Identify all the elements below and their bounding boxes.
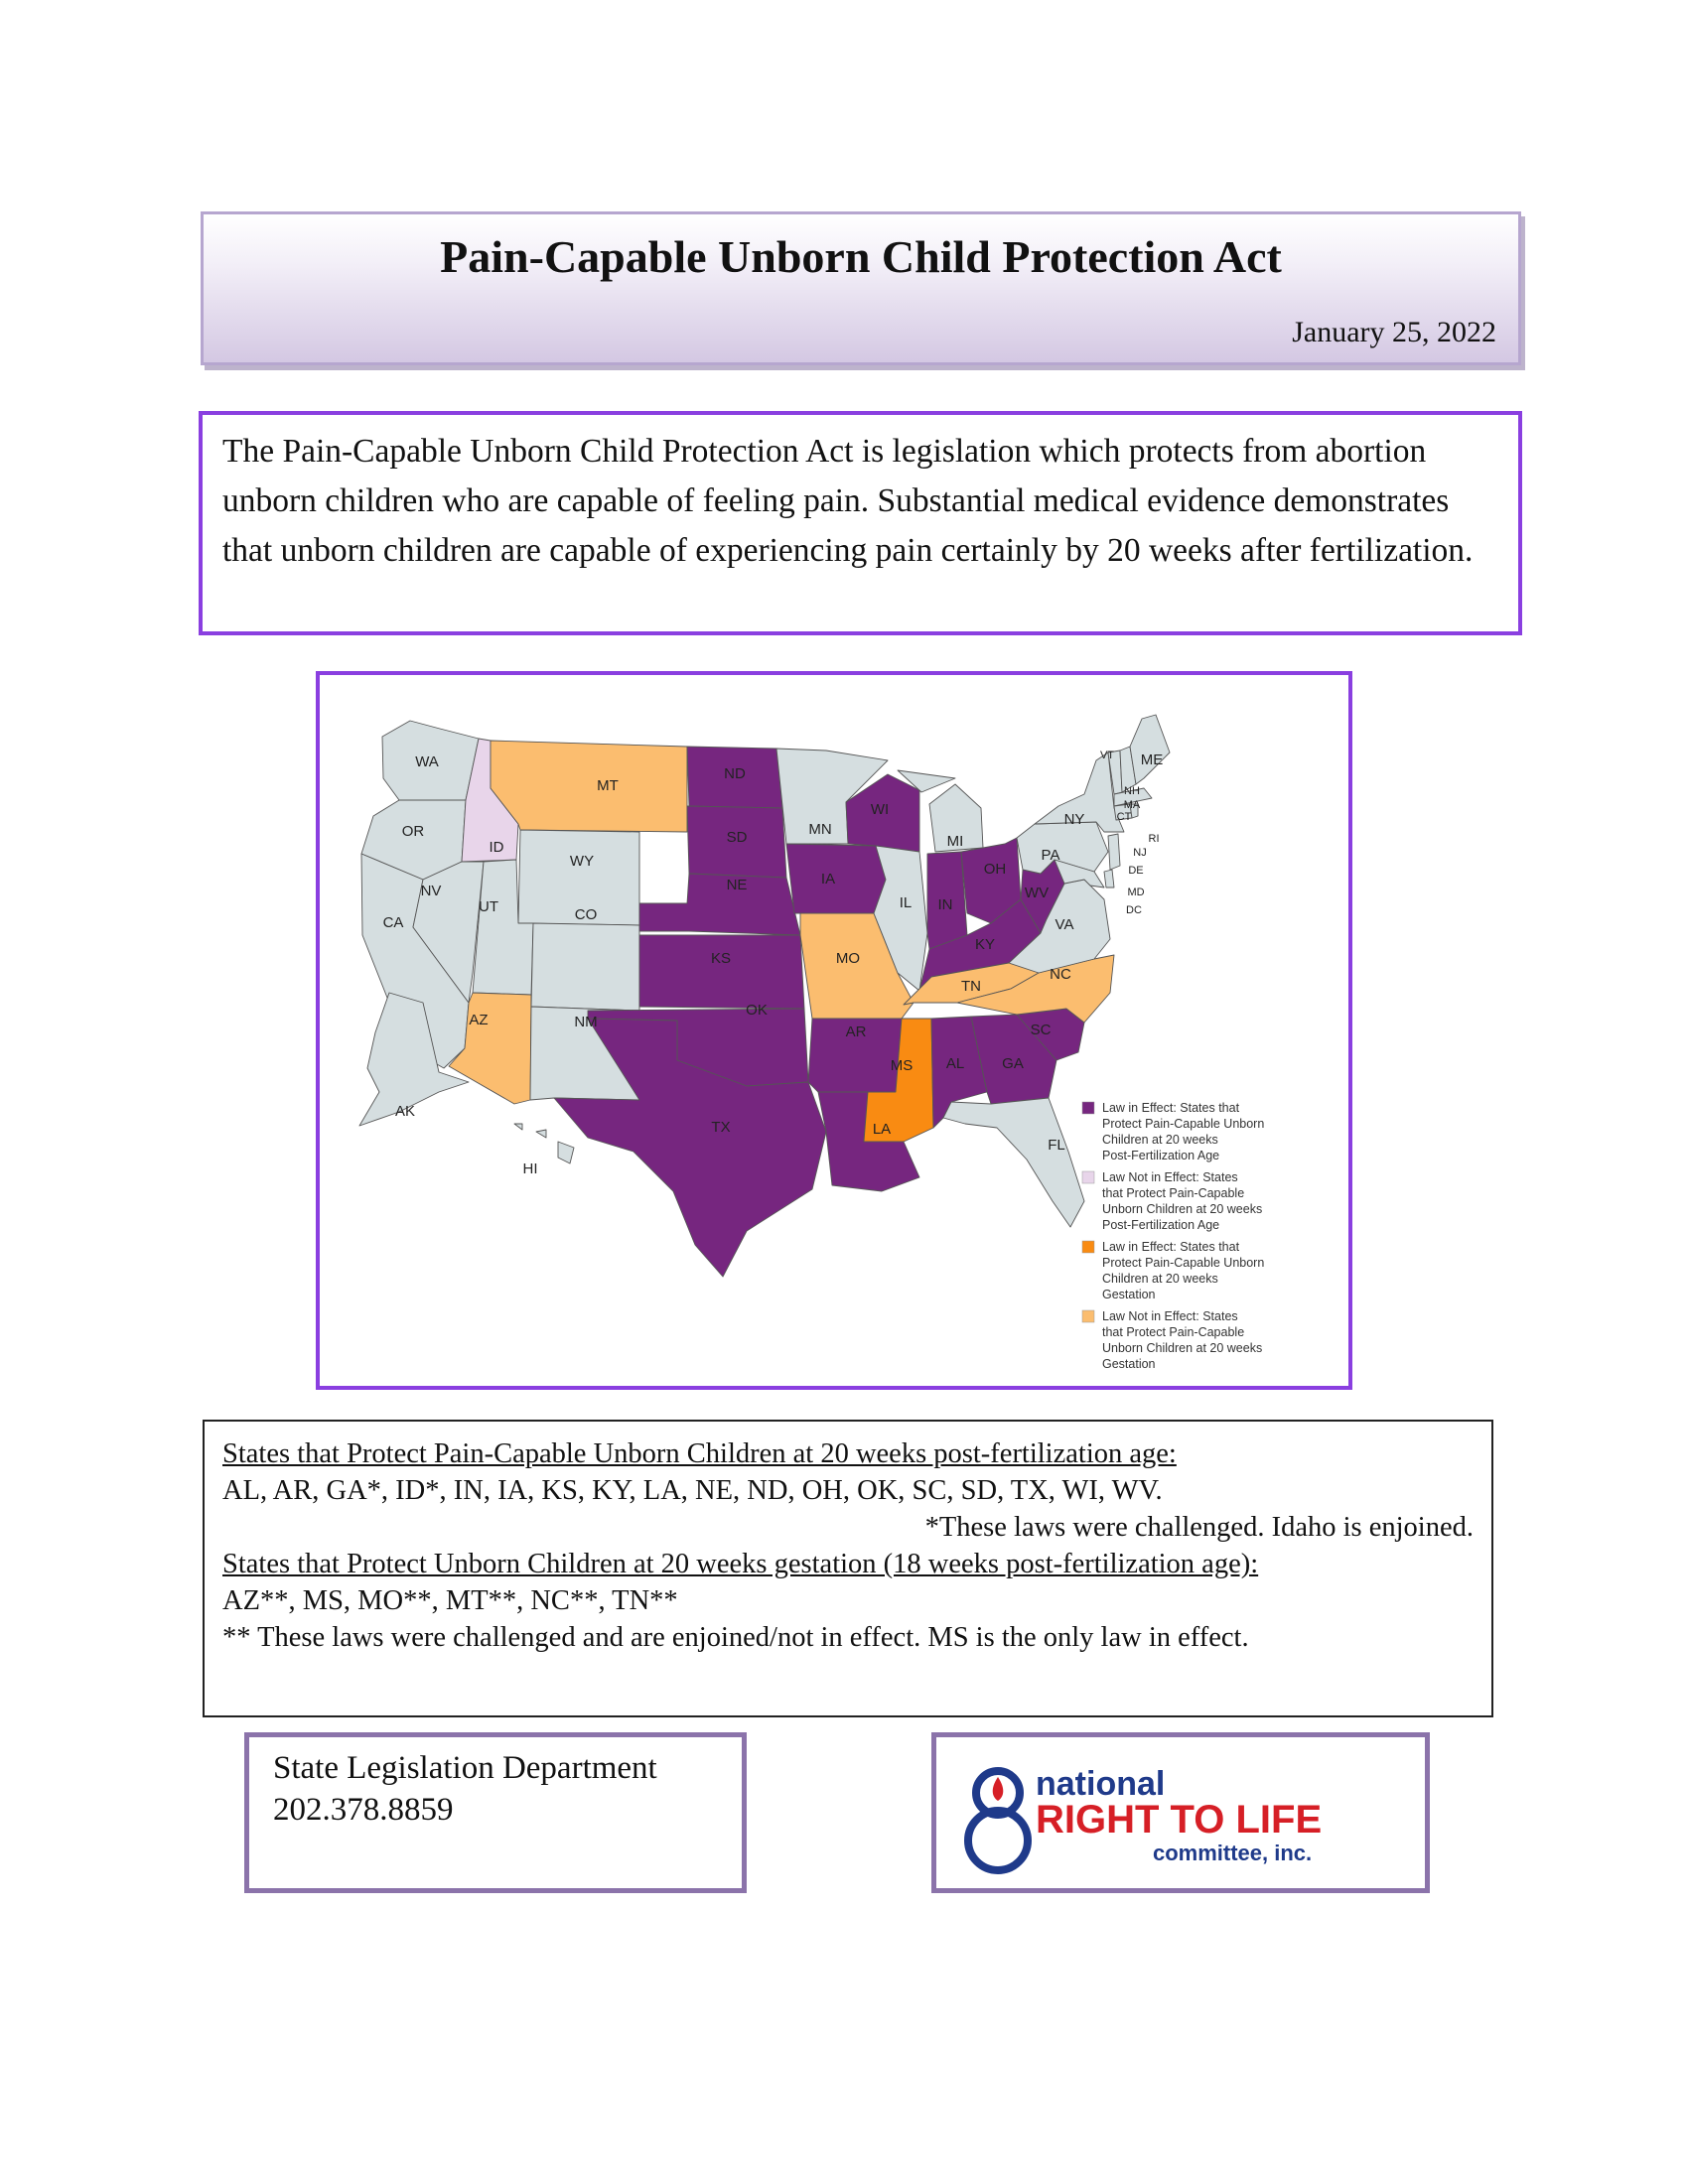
state-label-ks: KS — [710, 950, 732, 967]
state-label-nm: NM — [574, 1014, 598, 1030]
legend-label-3: Law in Effect: States that Protect Pain-Capable Unborn Children at 20 weeks Gestation — [1102, 1240, 1265, 1301]
state-label-vt: VT — [1099, 750, 1115, 761]
state-label-md: MD — [1127, 887, 1145, 898]
legend-label-2: Law Not in Effect: States that Protect Pain-Capable Unborn Children at 20 weeks Post-Fertilization Age — [1102, 1170, 1263, 1232]
department-name: State Legislation Department — [273, 1750, 657, 1786]
post-fertilization-states: AL, AR, GA*, ID*, IN, IA, KS, KY, LA, NE, ND, OH, OK, SC, SD, TX, WI, WV. — [222, 1475, 1163, 1506]
state-label-ny: NY — [1063, 811, 1085, 828]
state-label-az: AZ — [469, 1012, 489, 1028]
post-fertilization-heading: States that Protect Pain-Capable Unborn Children at 20 weeks post-fertilization age: — [222, 1438, 1177, 1469]
state-label-ia: IA — [820, 871, 836, 887]
post-fertilization-note: *These laws were challenged. Idaho is enjoined. — [924, 1512, 1474, 1543]
legend-label-1: Law in Effect: States that Protect Pain-Capable Unborn Children at 20 weeks Post-Fertilization Age — [1102, 1101, 1265, 1162]
legend-swatch-1 — [1082, 1102, 1094, 1114]
state-hi-3 — [558, 1142, 574, 1163]
state-mt — [491, 741, 687, 832]
gestation-states: AZ**, MS, MO**, MT**, NC**, TN** — [222, 1585, 678, 1616]
state-label-nh: NH — [1124, 785, 1140, 797]
state-label-co: CO — [574, 906, 598, 923]
state-label-la: LA — [872, 1121, 892, 1138]
state-label-sc: SC — [1030, 1022, 1052, 1038]
page-title: Pain-Capable Unborn Child Protection Act — [440, 231, 1282, 282]
map-legend — [1082, 1101, 1264, 1371]
state-me — [1130, 715, 1170, 784]
logo-line-rtl: RIGHT TO LIFE — [1036, 1798, 1323, 1842]
state-label-ne: NE — [726, 877, 748, 893]
state-label-wy: WY — [569, 853, 595, 870]
state-nj — [1108, 834, 1120, 870]
state-label-ar: AR — [845, 1024, 867, 1040]
state-label-ky: KY — [974, 936, 996, 953]
logo-ring-bottom — [968, 1811, 1028, 1870]
logo-line-committee: committee, inc. — [1153, 1841, 1313, 1865]
nrlc-logo — [936, 1737, 1425, 1888]
state-label-nj: NJ — [1133, 847, 1147, 859]
state-label-in: IN — [937, 896, 953, 913]
flame-icon — [993, 1777, 1004, 1801]
state-label-de: DE — [1128, 865, 1144, 877]
state-label-ct: CT — [1116, 811, 1132, 823]
state-de — [1104, 870, 1114, 887]
state-label-fl: FL — [1048, 1137, 1065, 1154]
state-label-ga: GA — [1002, 1055, 1024, 1072]
state-label-ca: CA — [382, 914, 404, 931]
state-label-il: IL — [899, 894, 913, 911]
legend-swatch-4 — [1082, 1310, 1094, 1322]
state-ks — [639, 935, 804, 1009]
state-label-sd: SD — [726, 829, 748, 846]
phone-number: 202.378.8859 — [273, 1792, 454, 1828]
state-label-ak: AK — [394, 1103, 416, 1120]
state-label-nv: NV — [420, 883, 442, 899]
state-hi-2 — [536, 1130, 546, 1138]
gestation-heading: States that Protect Unborn Children at 20 weeks gestation (18 weeks post-fertilization age): — [222, 1549, 1259, 1579]
intro-paragraph: The Pain-Capable Unborn Child Protection Act is legislation which protects from abortion unborn children who are capable of feeling pain. Substantial medical evidence demonstrates that unborn children are capable of experiencing pain certainly by 20 weeks after fertilization. — [199, 411, 1522, 635]
states-summary-box — [203, 1420, 1493, 1717]
us-map — [320, 675, 1348, 1386]
legend-swatch-2 — [1082, 1171, 1094, 1183]
state-ne — [639, 874, 800, 935]
logo-line-national: national — [1036, 1765, 1166, 1803]
state-label-mo: MO — [835, 950, 861, 967]
document-date: January 25, 2022 — [1292, 316, 1496, 348]
state-label-mi: MI — [946, 833, 964, 850]
title-banner — [201, 211, 1521, 365]
state-label-ok: OK — [746, 1002, 768, 1019]
state-label-va: VA — [1055, 916, 1074, 933]
state-fl — [943, 1098, 1084, 1227]
state-ia — [786, 844, 886, 913]
state-label-ri: RI — [1148, 833, 1160, 845]
state-hi-1 — [514, 1124, 522, 1130]
state-label-nc: NC — [1050, 966, 1071, 983]
state-label-al: AL — [945, 1055, 965, 1072]
state-label-wv: WV — [1024, 885, 1050, 901]
state-label-wi: WI — [870, 801, 890, 818]
state-label-or: OR — [401, 823, 425, 840]
state-label-mn: MN — [808, 821, 832, 838]
state-label-ma: MA — [1123, 799, 1141, 811]
nrlc-logo-box — [931, 1732, 1430, 1893]
state-label-id: ID — [489, 839, 504, 856]
state-label-mt: MT — [597, 777, 619, 794]
state-label-ut: UT — [479, 898, 498, 915]
state-co — [531, 923, 639, 1011]
state-label-wa: WA — [415, 753, 439, 770]
legend-label-4: Law Not in Effect: States that Protect Pain-Capable Unborn Children at 20 weeks Gestation — [1102, 1309, 1263, 1371]
state-label-nd: ND — [724, 765, 746, 782]
state-label-pa: PA — [1041, 847, 1060, 864]
state-label-tn: TN — [961, 978, 981, 995]
state-label-oh: OH — [983, 861, 1007, 878]
state-label-ms: MS — [890, 1057, 914, 1074]
state-label-tx: TX — [711, 1119, 731, 1136]
us-map-figure — [316, 671, 1352, 1390]
legend-swatch-3 — [1082, 1241, 1094, 1253]
contact-box — [244, 1732, 747, 1893]
state-label-hi: HI — [522, 1160, 538, 1177]
state-label-me: ME — [1140, 751, 1164, 768]
gestation-note: ** These laws were challenged and are enjoined/not in effect. MS is the only law in effect. — [222, 1622, 1249, 1653]
state-label-dc: DC — [1126, 904, 1142, 916]
